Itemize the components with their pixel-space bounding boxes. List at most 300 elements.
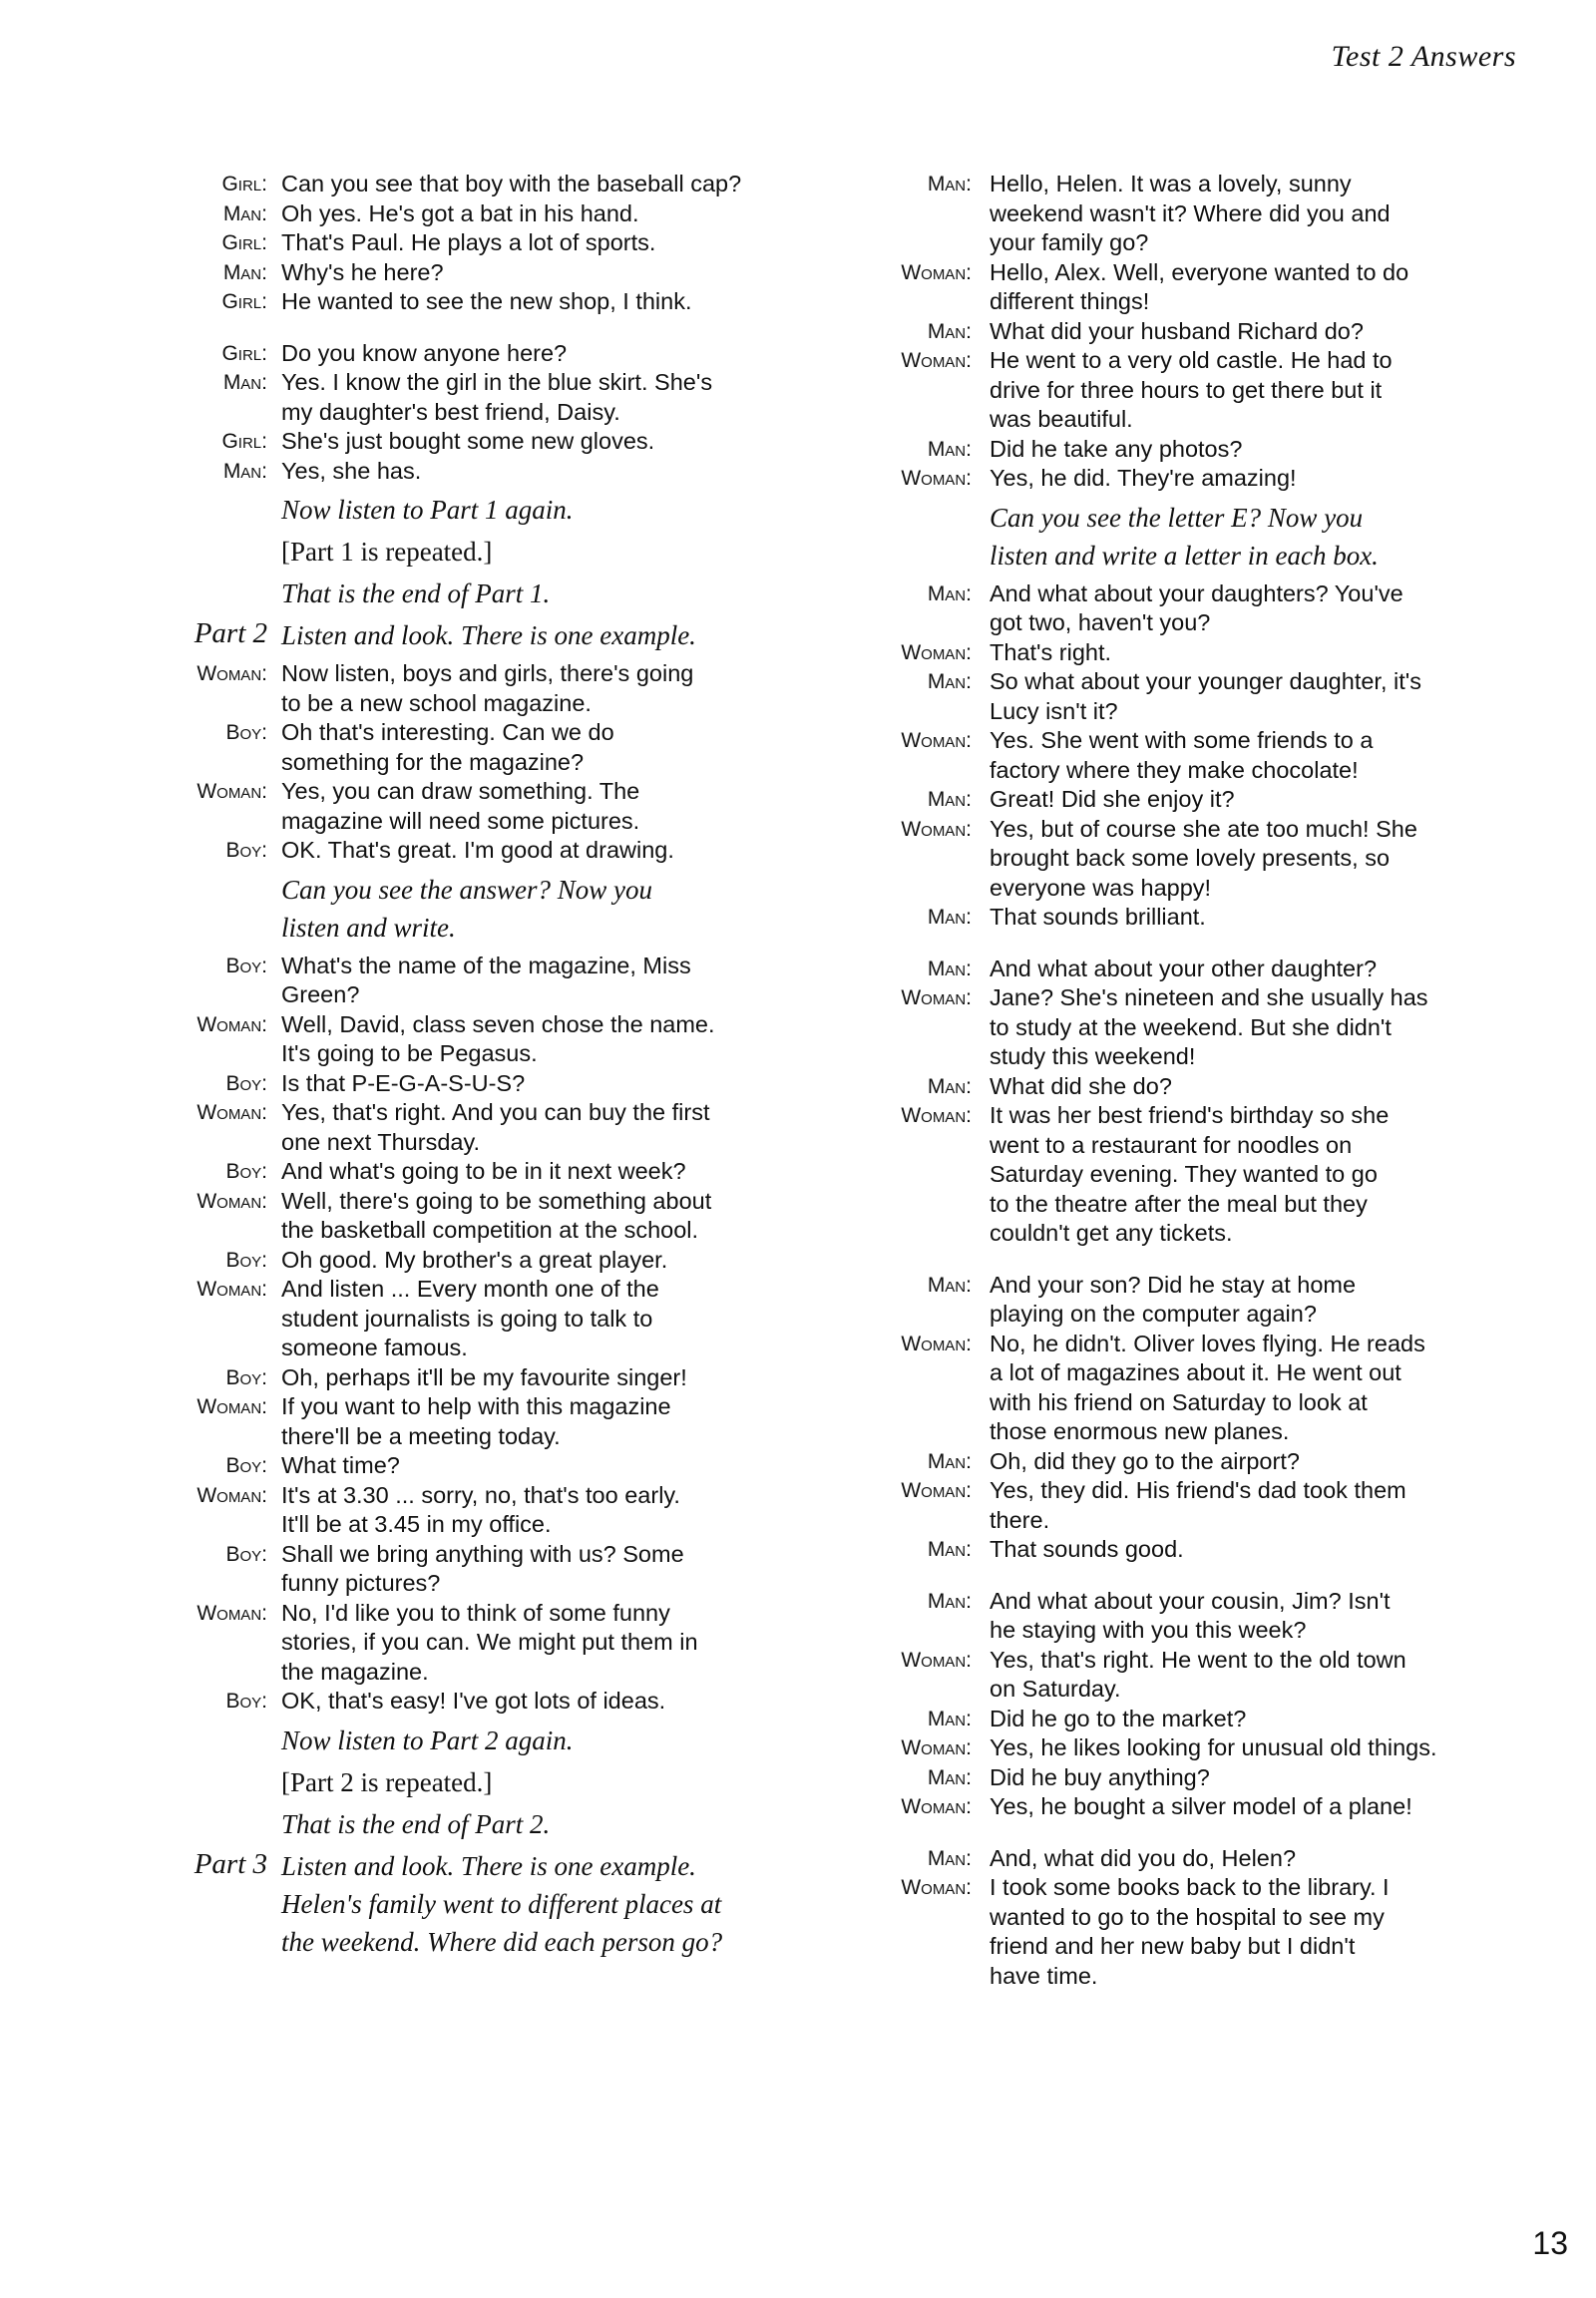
dialogue-line xyxy=(860,1101,1498,1131)
dialogue-text: someone famous. xyxy=(281,1335,468,1360)
dialogue-text: What did your husband Richard do? xyxy=(990,317,1364,344)
dialogue-line xyxy=(170,1098,788,1128)
speaker-label xyxy=(860,1962,990,1992)
speaker-label xyxy=(170,1039,281,1069)
dialogue-text: drive for three hours to get there but it xyxy=(990,376,1383,403)
speaker-label: Man : xyxy=(860,1072,990,1102)
instruction-text: listen and write a letter in each box. xyxy=(990,540,1379,571)
speaker-label: Man : xyxy=(860,955,990,984)
speaker-label xyxy=(170,398,281,428)
dialogue-line xyxy=(860,579,1498,609)
instruction-text: Now listen to Part 1 again. xyxy=(281,495,574,525)
dialogue-line xyxy=(860,1219,1498,1249)
dialogue-line xyxy=(170,718,788,748)
speaker-label: Boy : xyxy=(170,1363,281,1393)
repeat-note xyxy=(170,1764,788,1800)
dialogue-line xyxy=(860,1675,1498,1705)
dialogue-line xyxy=(860,1763,1498,1793)
dialogue-text: Saturday evening. They wanted to go xyxy=(990,1161,1378,1187)
speaker-label: Woman : xyxy=(170,1187,281,1217)
dialogue-text: couldn't get any tickets. xyxy=(990,1220,1233,1246)
instruction-line xyxy=(170,1886,788,1922)
instruction-text: Can you see the letter E? Now you xyxy=(990,502,1364,533)
speaker-label xyxy=(860,697,990,727)
dialogue-text: Well, David, class seven chose the name. xyxy=(281,1010,715,1037)
dialogue-line xyxy=(860,1388,1498,1418)
dialogue-text: Yes, he did. They're amazing! xyxy=(990,465,1297,491)
dialogue-line xyxy=(860,1072,1498,1102)
dialogue-text: Did he go to the market? xyxy=(990,1705,1247,1731)
dialogue-text: Can you see that boy with the baseball cap? xyxy=(281,171,742,196)
dialogue-line xyxy=(860,1476,1498,1506)
speaker-label xyxy=(860,228,990,258)
dialogue-line xyxy=(860,1190,1498,1220)
dialogue-line xyxy=(170,1628,788,1658)
speaker-label xyxy=(860,1616,990,1646)
dialogue-text: So what about your younger daughter, it's xyxy=(990,668,1421,694)
speaker-label xyxy=(860,1190,990,1220)
dialogue-text: Oh, did they go to the airport? xyxy=(990,1447,1300,1474)
dialogue-text: It was her best friend's birthday so she xyxy=(990,1102,1390,1128)
dialogue-line xyxy=(860,844,1498,874)
dialogue-text: What's the name of the magazine, Miss xyxy=(281,952,691,978)
dialogue-text: That sounds brilliant. xyxy=(990,904,1206,930)
dialogue-line xyxy=(170,427,788,457)
dialogue-line xyxy=(860,983,1498,1013)
speaker-label: Woman : xyxy=(860,638,990,668)
instruction-text: Now listen to Part 2 again. xyxy=(281,1724,574,1755)
dialogue-line xyxy=(860,1844,1498,1874)
dialogue-line xyxy=(860,1042,1498,1072)
instruction-line xyxy=(170,617,788,653)
dialogue-text: Oh yes. He's got a bat in his hand. xyxy=(281,199,639,226)
speaker-label: Woman : xyxy=(860,983,990,1013)
dialogue-text: Oh good. My brother's a great player. xyxy=(281,1246,668,1273)
dialogue-line xyxy=(170,1128,788,1158)
dialogue-line xyxy=(170,1392,788,1422)
speaker-label: Man : xyxy=(860,667,990,697)
dialogue-text: Yes, he bought a silver model of a plane! xyxy=(990,1793,1412,1819)
dialogue-line xyxy=(860,608,1498,638)
dialogue-text: Why's he here? xyxy=(281,258,444,285)
dialogue-text: No, he didn't. Oliver loves flying. He reads xyxy=(990,1330,1425,1356)
repeat-note-text: [Part 1 is repeated.] xyxy=(281,537,493,567)
dialogue-line xyxy=(860,1300,1498,1330)
speaker-label: Woman : xyxy=(860,1873,990,1903)
spacer xyxy=(170,534,281,570)
dialogue-line xyxy=(170,398,788,428)
dialogue-text: If you want to help with this magazine xyxy=(281,1393,671,1419)
speaker-label xyxy=(860,608,990,638)
dialogue-text: with his friend on Saturday to look at xyxy=(990,1388,1368,1415)
speaker-label xyxy=(860,874,990,904)
paragraph-gap xyxy=(860,933,1498,955)
speaker-label: Man : xyxy=(170,199,281,229)
dialogue-line xyxy=(170,1010,788,1040)
instruction-text: Helen's family went to different places at xyxy=(281,1888,722,1919)
dialogue-line xyxy=(860,258,1498,288)
dialogue-text: Well, there's going to be something about xyxy=(281,1187,712,1214)
dialogue-text: Yes. I know the girl in the blue skirt. She's xyxy=(281,369,713,395)
speaker-label: Woman : xyxy=(170,1098,281,1128)
instruction-text: That is the end of Part 1. xyxy=(281,578,551,608)
dialogue-text: wanted to go to the hospital to see my xyxy=(990,1903,1385,1930)
spacer xyxy=(860,500,990,536)
dialogue-text: your family go? xyxy=(990,229,1149,255)
dialogue-text: stories, if you can. We might put them in xyxy=(281,1629,698,1655)
dialogue-line xyxy=(860,170,1498,199)
speaker-label: Girl : xyxy=(170,228,281,258)
dialogue-text: Hello, Alex. Well, everyone wanted to do xyxy=(990,258,1409,285)
dialogue-line xyxy=(860,785,1498,815)
dialogue-line xyxy=(170,1157,788,1187)
spacer xyxy=(170,872,281,908)
dialogue-line xyxy=(170,748,788,778)
spacer xyxy=(170,1723,281,1758)
instruction-text: Listen and look. There is one example. xyxy=(281,1850,696,1881)
speaker-label: Girl : xyxy=(170,170,281,199)
dialogue-text: student journalists is going to talk to xyxy=(281,1305,653,1332)
dialogue-text: weekend wasn't it? Where did you and xyxy=(990,199,1391,226)
dialogue-text: Do you know anyone here? xyxy=(281,339,568,366)
speaker-label: Man : xyxy=(860,579,990,609)
dialogue-text: to the theatre after the meal but they xyxy=(990,1190,1368,1217)
dialogue-text: Did he buy anything? xyxy=(990,1763,1210,1790)
dialogue-line xyxy=(860,1131,1498,1161)
speaker-label: Boy : xyxy=(170,1157,281,1187)
dialogue-line xyxy=(170,1422,788,1452)
dialogue-text: What time? xyxy=(281,1452,400,1478)
dialogue-text: everyone was happy! xyxy=(990,874,1212,901)
dialogue-text: friend and her new baby but I didn't xyxy=(990,1933,1356,1959)
speaker-label xyxy=(170,1305,281,1335)
speaker-label xyxy=(860,1932,990,1962)
dialogue-text: Yes, that's right. He went to the old town xyxy=(990,1646,1406,1673)
speaker-label: Woman : xyxy=(170,777,281,807)
spacer xyxy=(170,910,281,946)
dialogue-text: different things! xyxy=(990,288,1150,314)
speaker-label xyxy=(860,1042,990,1072)
dialogue-text: And what about your cousin, Jim? Isn't xyxy=(990,1587,1391,1614)
page-header: Test 2 Answers xyxy=(1331,40,1516,73)
speaker-label xyxy=(170,1628,281,1658)
dialogue-line xyxy=(170,1275,788,1305)
speaker-label: Woman : xyxy=(860,1646,990,1676)
dialogue-line xyxy=(860,667,1498,697)
speaker-label: Girl : xyxy=(170,287,281,317)
dialogue-text: Yes, but of course she ate too much! She xyxy=(990,815,1417,842)
repeat-note-text: [Part 2 is repeated.] xyxy=(281,1766,493,1797)
dialogue-line xyxy=(860,955,1498,984)
dialogue-text: to study at the weekend. But she didn't xyxy=(990,1013,1392,1040)
instruction-line xyxy=(170,910,788,946)
dialogue-line xyxy=(170,228,788,258)
speaker-label: Man : xyxy=(860,1447,990,1477)
dialogue-text: was beautiful. xyxy=(990,406,1133,432)
speaker-label: Boy : xyxy=(170,718,281,748)
dialogue-text: She's just bought some new gloves. xyxy=(281,428,655,454)
dialogue-text: No, I'd like you to think of some funny xyxy=(281,1599,670,1626)
dialogue-text: factory where they make chocolate! xyxy=(990,756,1359,783)
page-number: 13 xyxy=(1532,2225,1568,2261)
dialogue-line xyxy=(860,1903,1498,1933)
dialogue-text: there. xyxy=(990,1506,1050,1533)
speaker-label xyxy=(860,1131,990,1161)
speaker-label xyxy=(170,1569,281,1599)
dialogue-text: OK, that's easy! I've got lots of ideas. xyxy=(281,1688,666,1714)
dialogue-line xyxy=(170,1305,788,1335)
dialogue-text: Yes. She went with some friends to a xyxy=(990,727,1374,753)
dialogue-line xyxy=(860,317,1498,347)
paragraph-gap xyxy=(860,1822,1498,1844)
speaker-label: Man : xyxy=(170,258,281,288)
dialogue-text: brought back some lovely presents, so xyxy=(990,845,1391,871)
instruction-line xyxy=(170,1924,788,1960)
dialogue-line xyxy=(170,1658,788,1688)
dialogue-line xyxy=(860,1646,1498,1676)
speaker-label: Woman : xyxy=(170,659,281,689)
dialogue-text: OK. That's great. I'm good at drawing. xyxy=(281,837,674,863)
dialogue-line xyxy=(860,1616,1498,1646)
speaker-label: Man : xyxy=(860,1844,990,1874)
speaker-label xyxy=(860,1903,990,1933)
dialogue-line xyxy=(170,1687,788,1717)
dialogue-line xyxy=(170,1540,788,1570)
instruction-line xyxy=(860,500,1498,536)
speaker-label xyxy=(170,1658,281,1688)
dialogue-line xyxy=(860,1013,1498,1043)
speaker-label: Girl : xyxy=(170,427,281,457)
dialogue-line xyxy=(170,1069,788,1099)
speaker-label: Woman : xyxy=(170,1275,281,1305)
dialogue-line xyxy=(170,368,788,398)
speaker-label xyxy=(170,807,281,837)
dialogue-text: And what about your other daughter? xyxy=(990,955,1378,981)
dialogue-text: It'll be at 3.45 in my office. xyxy=(281,1511,552,1537)
dialogue-text: magazine will need some pictures. xyxy=(281,807,640,834)
dialogue-text: there'll be a meeting today. xyxy=(281,1422,561,1449)
dialogue-line xyxy=(860,815,1498,845)
dialogue-text: have time. xyxy=(990,1962,1098,1989)
dialogue-line xyxy=(860,376,1498,406)
dialogue-text: he staying with you this week? xyxy=(990,1617,1307,1643)
dialogue-text: on Saturday. xyxy=(990,1676,1121,1702)
dialogue-line xyxy=(170,1481,788,1511)
dialogue-line xyxy=(860,1447,1498,1477)
dialogue-line xyxy=(860,697,1498,727)
dialogue-line xyxy=(170,1510,788,1540)
speaker-label xyxy=(860,1358,990,1388)
spacer xyxy=(170,1886,281,1922)
instruction-line xyxy=(170,492,788,528)
speaker-label xyxy=(860,1160,990,1190)
speaker-label xyxy=(860,1388,990,1418)
dialogue-text: Yes, he likes looking for unusual old things. xyxy=(990,1734,1437,1760)
dialogue-text: study this weekend! xyxy=(990,1043,1196,1069)
speaker-label: Boy : xyxy=(170,1687,281,1717)
instruction-text: Listen and look. There is one example. xyxy=(281,620,696,650)
speaker-label: Boy : xyxy=(170,836,281,866)
dialogue-line xyxy=(170,1334,788,1363)
instruction-text: That is the end of Part 2. xyxy=(281,1808,551,1839)
part-heading: Part 3 xyxy=(194,1847,267,1880)
dialogue-text: And what's going to be in it next week? xyxy=(281,1158,686,1184)
spacer xyxy=(170,575,281,611)
dialogue-line xyxy=(860,287,1498,317)
speaker-label: Woman : xyxy=(860,1733,990,1763)
instruction-text: listen and write. xyxy=(281,912,456,943)
speaker-label: Woman : xyxy=(860,726,990,756)
speaker-label: Woman : xyxy=(860,1101,990,1131)
dialogue-line xyxy=(860,1873,1498,1903)
dialogue-line xyxy=(170,170,788,199)
speaker-label: Man : xyxy=(860,785,990,815)
dialogue-line xyxy=(860,1330,1498,1359)
dialogue-text: That's Paul. He plays a lot of sports. xyxy=(281,229,656,255)
dialogue-line xyxy=(170,287,788,317)
dialogue-line xyxy=(170,952,788,981)
dialogue-text: those enormous new planes. xyxy=(990,1418,1290,1444)
dialogue-text: It's going to be Pegasus. xyxy=(281,1040,538,1066)
speaker-label: Boy : xyxy=(170,1246,281,1276)
dialogue-text: He wanted to see the new shop, I think. xyxy=(281,288,692,314)
speaker-label: Boy : xyxy=(170,952,281,981)
dialogue-text: my daughter's best friend, Daisy. xyxy=(281,398,620,425)
speaker-label xyxy=(170,1128,281,1158)
dialogue-line xyxy=(170,199,788,229)
instruction-line xyxy=(170,1848,788,1884)
dialogue-text: Now listen, boys and girls, there's going xyxy=(281,660,694,686)
dialogue-line xyxy=(860,903,1498,933)
speaker-label: Woman : xyxy=(170,1010,281,1040)
dialogue-text: Green? xyxy=(281,981,360,1007)
dialogue-line xyxy=(860,1733,1498,1763)
dialogue-text: something for the magazine? xyxy=(281,748,585,775)
speaker-label xyxy=(860,1675,990,1705)
speaker-label: Woman : xyxy=(860,464,990,494)
dialogue-text: funny pictures? xyxy=(281,1570,441,1596)
dialogue-line xyxy=(170,1599,788,1629)
left-column xyxy=(170,170,788,1966)
speaker-label: Man : xyxy=(860,435,990,465)
instruction-line xyxy=(170,1723,788,1758)
dialogue-text: the basketball competition at the school. xyxy=(281,1217,699,1243)
dialogue-line xyxy=(170,1363,788,1393)
speaker-label: Man : xyxy=(860,1763,990,1793)
dialogue-line xyxy=(170,659,788,689)
dialogue-line xyxy=(860,1705,1498,1734)
spacer xyxy=(170,1764,281,1800)
speaker-label xyxy=(860,405,990,435)
dialogue-line xyxy=(860,1358,1498,1388)
instruction-line xyxy=(860,538,1498,574)
dialogue-line xyxy=(170,1187,788,1217)
speaker-label: Boy : xyxy=(170,1451,281,1481)
speaker-label: Woman : xyxy=(860,815,990,845)
dialogue-line xyxy=(860,228,1498,258)
speaker-label: Woman : xyxy=(860,258,990,288)
spacer xyxy=(170,492,281,528)
dialogue-line xyxy=(860,1506,1498,1536)
speaker-label xyxy=(860,1013,990,1043)
dialogue-text: And listen ... Every month one of the xyxy=(281,1276,659,1302)
speaker-label xyxy=(860,1506,990,1536)
dialogue-line xyxy=(170,457,788,487)
dialogue-line xyxy=(170,980,788,1010)
speaker-label: Man : xyxy=(860,903,990,933)
instruction-text: Can you see the answer? Now you xyxy=(281,874,652,905)
speaker-label xyxy=(860,1417,990,1447)
dialogue-line xyxy=(860,1792,1498,1822)
speaker-label xyxy=(170,748,281,778)
dialogue-text: Lucy isn't it? xyxy=(990,697,1118,724)
speaker-label: Girl : xyxy=(170,339,281,369)
speaker-label: Man : xyxy=(860,1535,990,1565)
dialogue-line xyxy=(860,1932,1498,1962)
speaker-label: Man : xyxy=(860,170,990,199)
dialogue-line xyxy=(860,638,1498,668)
spacer xyxy=(170,1806,281,1842)
speaker-label: Boy : xyxy=(170,1069,281,1099)
dialogue-text: Shall we bring anything with us? Some xyxy=(281,1540,684,1567)
dialogue-line xyxy=(170,836,788,866)
dialogue-line xyxy=(860,199,1498,229)
dialogue-line xyxy=(860,435,1498,465)
speaker-label: Woman : xyxy=(170,1481,281,1511)
dialogue-text: playing on the computer again? xyxy=(990,1301,1317,1327)
speaker-label: Woman : xyxy=(860,1792,990,1822)
dialogue-text: one next Thursday. xyxy=(281,1128,481,1155)
dialogue-text: I took some books back to the library. I xyxy=(990,1874,1390,1900)
speaker-label: Man : xyxy=(860,1705,990,1734)
right-column xyxy=(860,170,1498,1991)
dialogue-text: got two, haven't you? xyxy=(990,609,1211,635)
dialogue-text: the magazine. xyxy=(281,1658,429,1685)
paragraph-gap xyxy=(170,317,788,339)
speaker-label xyxy=(170,1334,281,1363)
dialogue-line xyxy=(170,1569,788,1599)
dialogue-text: Yes, that's right. And you can buy the first xyxy=(281,1099,710,1125)
speaker-label: Man : xyxy=(860,317,990,347)
dialogue-line xyxy=(860,346,1498,376)
dialogue-text: And what about your daughters? You've xyxy=(990,579,1403,606)
dialogue-line xyxy=(170,1216,788,1246)
dialogue-line xyxy=(860,1271,1498,1301)
speaker-label xyxy=(170,1510,281,1540)
dialogue-text: Is that P-E-G-A-S-U-S? xyxy=(281,1069,526,1096)
dialogue-line xyxy=(860,405,1498,435)
speaker-label xyxy=(860,1219,990,1249)
dialogue-text: He went to a very old castle. He had to xyxy=(990,347,1393,373)
dialogue-text: It's at 3.30 ... sorry, no, that's too early. xyxy=(281,1481,680,1508)
dialogue-text: What did she do? xyxy=(990,1072,1172,1099)
part-heading: Part 2 xyxy=(194,617,267,649)
instruction-line xyxy=(170,872,788,908)
repeat-note xyxy=(170,534,788,570)
speaker-label xyxy=(860,376,990,406)
speaker-label: Man : xyxy=(860,1587,990,1617)
dialogue-line xyxy=(860,464,1498,494)
instruction-text: the weekend. Where did each person go? xyxy=(281,1926,723,1957)
dialogue-line xyxy=(860,1417,1498,1447)
speaker-label: Man : xyxy=(170,368,281,398)
spacer xyxy=(170,1924,281,1960)
dialogue-text: to be a new school magazine. xyxy=(281,689,592,716)
paragraph-gap xyxy=(860,1249,1498,1271)
dialogue-text: That sounds good. xyxy=(990,1536,1184,1562)
dialogue-line xyxy=(860,1587,1498,1617)
spacer xyxy=(860,538,990,574)
